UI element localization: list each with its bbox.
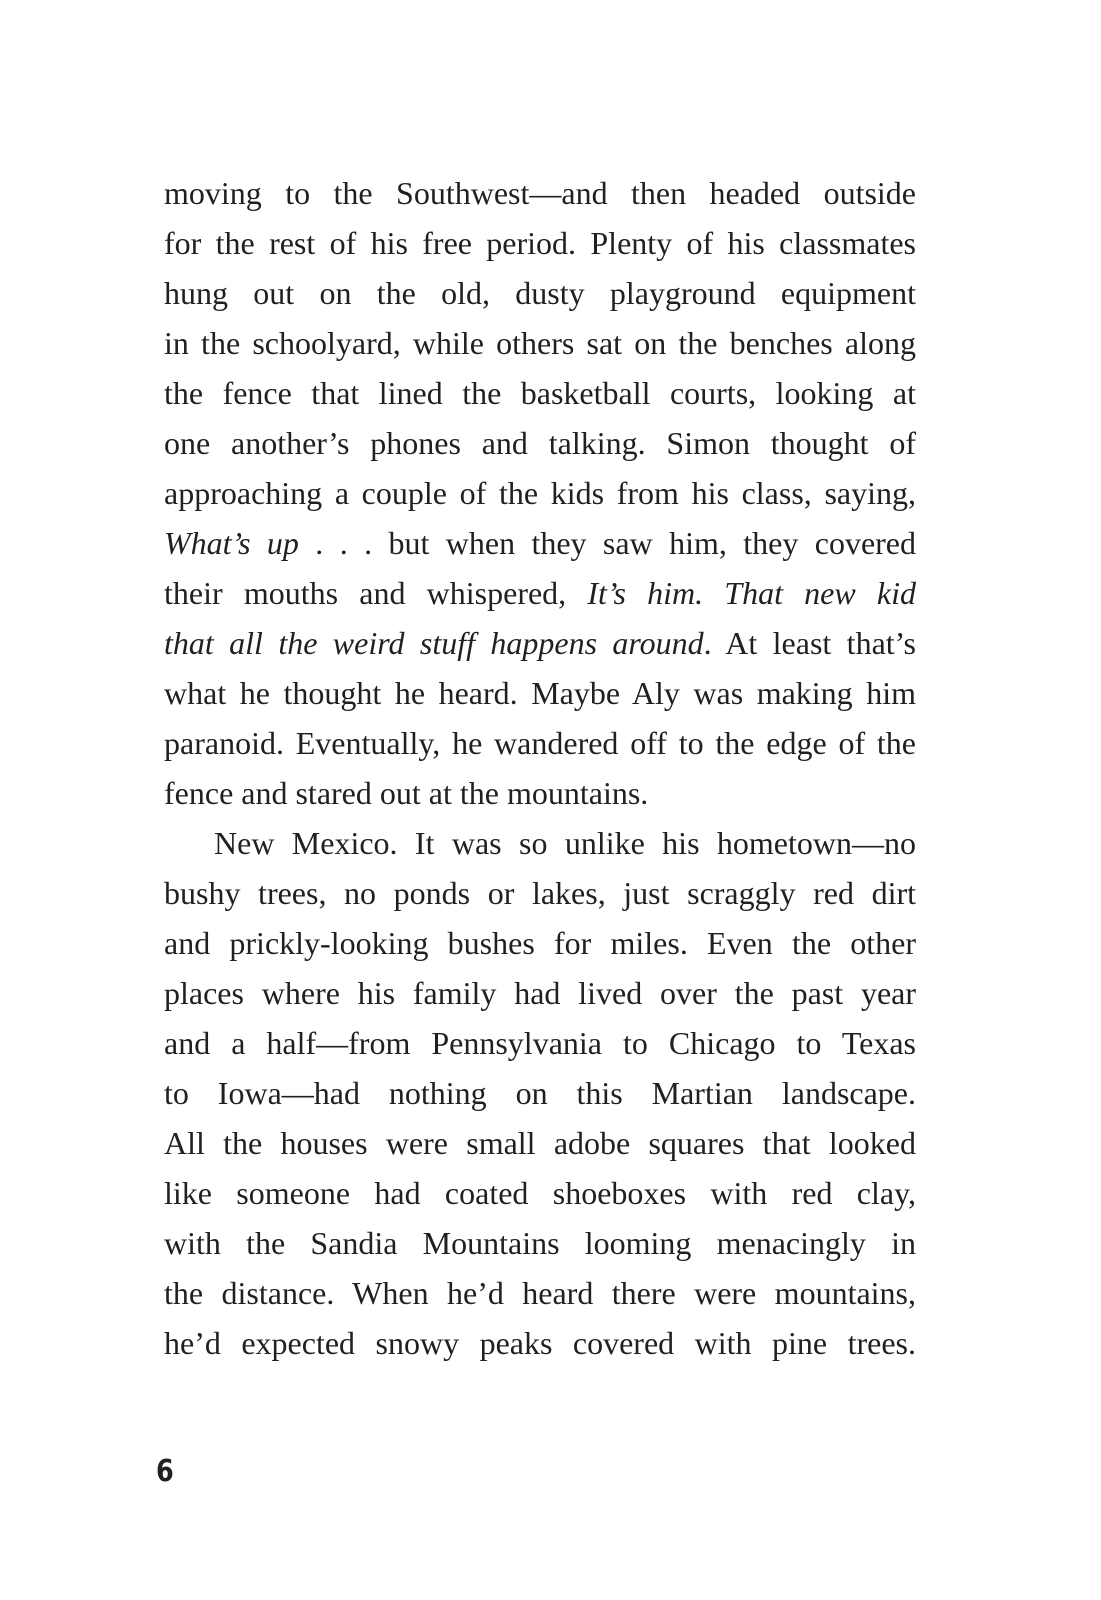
text-run: and a half—from Pennsylvania to Chicago to Texas: [164, 1025, 916, 1061]
text-run: and prickly-looking bushes for miles. Even the other: [164, 925, 916, 961]
paragraph: [164, 818, 916, 1368]
text-line: [164, 718, 916, 768]
text-line: [164, 968, 916, 1018]
text-line: [164, 1168, 916, 1218]
text-line: [164, 618, 916, 668]
text-run: places where his family had lived over the past year: [164, 975, 916, 1011]
text-run: All the houses were small adobe squares that looked: [164, 1125, 916, 1161]
text-run: like someone had coated shoeboxes with red clay,: [164, 1175, 916, 1211]
text-run: moving to the Southwest—and then headed outside: [164, 175, 916, 211]
text-line: [164, 368, 916, 418]
text-run: paranoid. Eventually, he wandered off to the edge of the: [164, 725, 916, 761]
text-run: to Iowa—had nothing on this Martian landscape.: [164, 1075, 916, 1111]
italic-text: It’s him. That new kid: [587, 575, 917, 611]
text-run: the distance. When he’d heard there were mountains,: [164, 1275, 916, 1311]
italic-text: What’s up: [164, 525, 299, 561]
text-line: [164, 1268, 916, 1318]
text-run: approaching a couple of the kids from his class, saying,: [164, 475, 916, 511]
text-run: one another’s phones and talking. Simon thought of: [164, 425, 916, 461]
text-line: [164, 1318, 916, 1368]
text-line: [164, 1018, 916, 1068]
page-number: 6: [156, 1454, 174, 1489]
text-run: what he thought he heard. Maybe Aly was making him: [164, 675, 916, 711]
italic-text: that all the weird stuff happens around: [164, 625, 704, 661]
text-line: [164, 1068, 916, 1118]
text-run: with the Sandia Mountains looming menacingly in: [164, 1225, 916, 1261]
text-line: [164, 468, 916, 518]
text-line: [164, 818, 916, 868]
text-line: [164, 918, 916, 968]
paragraph: [164, 168, 916, 818]
text-run: . . . but when they saw him, they covered: [298, 525, 917, 561]
text-run: bushy trees, no ponds or lakes, just scraggly red dirt: [164, 875, 916, 911]
text-line: [164, 868, 916, 918]
text-line: [164, 1118, 916, 1168]
text-line: [164, 218, 916, 268]
text-line: [164, 168, 916, 218]
text-run: their mouths and whispered,: [164, 575, 588, 611]
text-run: the fence that lined the basketball courts, looking at: [164, 375, 916, 411]
text-run: New Mexico. It was so unlike his hometown—no: [214, 825, 916, 861]
text-run: in the schoolyard, while others sat on the benches along: [164, 325, 916, 361]
text-line: [164, 418, 916, 468]
text-line: [164, 568, 916, 618]
text-line: [164, 668, 916, 718]
text-line: [164, 268, 916, 318]
text-line: [164, 768, 916, 818]
text-line: [164, 318, 916, 368]
text-line: [164, 1218, 916, 1268]
text-line: [164, 518, 916, 568]
text-run: he’d expected snowy peaks covered with pine trees.: [164, 1325, 916, 1361]
text-run: for the rest of his free period. Plenty of his classmates: [164, 225, 916, 261]
text-run: . At least that’s: [703, 625, 917, 661]
body-text: [164, 168, 916, 1368]
text-run: hung out on the old, dusty playground equipment: [164, 275, 916, 311]
text-run: fence and stared out at the mountains.: [164, 775, 649, 811]
